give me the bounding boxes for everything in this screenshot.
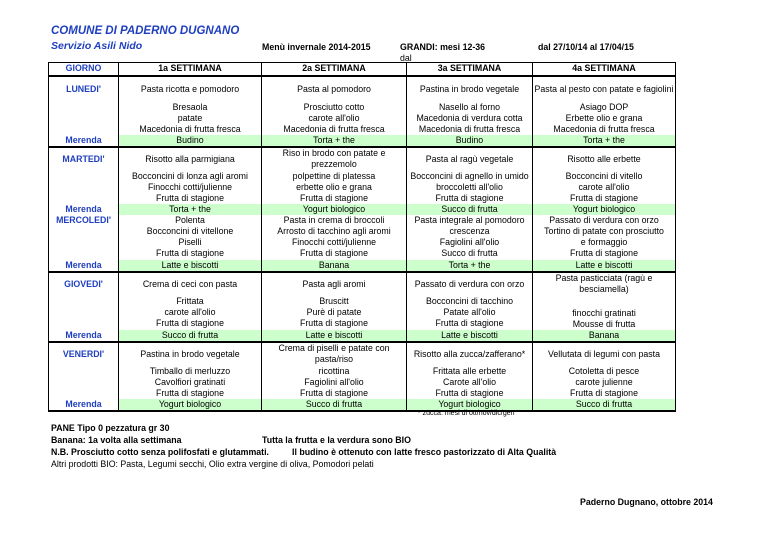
merenda-item: Succo di frutta [533,399,676,411]
merenda-item: Banana [262,260,407,272]
first-course: Pasta agli aromi [262,272,407,296]
second-course: Bocconcini di tacchino Patate all'olio Frutta di stagione [407,296,533,330]
day-lunedi: LUNEDI' [49,76,119,102]
second-course: Nasello al forno Macedonia di verdura cotta Macedonia di frutta fresca [407,102,533,135]
second-course: Bocconcini di vitello carote all'olio Frutta di stagione [533,171,676,204]
merenda-item: Latte e biscotti [262,330,407,342]
header-giorno: GIORNO [49,63,119,76]
first-course: Vellutata di legumi con pasta [533,342,676,366]
first-course: Pastina in brodo vegetale [407,76,533,102]
day-cell: Passato di verdura con orzo Tortino di patate con prosciutto e formaggio Frutta di stagione [533,215,676,260]
second-course: finocchi gratinati Mousse di frutta [533,296,676,330]
note-budino: Il budino è ottenuto con latte fresco pastorizzato di Alta Qualità [292,447,557,457]
second-course: polpettine di platessa erbette olio e grana Frutta di stagione [262,171,407,204]
header-week-3: 3a SETTIMANA [407,63,533,76]
note-banana: Banana: 1a volta alla settimana [51,435,182,445]
header-week-2: 2a SETTIMANA [262,63,407,76]
day-martedi: MARTEDI' [49,147,119,171]
merenda-item: Latte e biscotti [119,260,262,272]
menu-title: Menù invernale 2014-2015 [262,42,371,52]
second-course: Bruscitt Purè di patate Frutta di stagione [262,296,407,330]
first-course: Risotto alle erbette [533,147,676,171]
merenda-item: Torta + the [533,135,676,147]
first-course: Pasta pasticciata (ragù e besciamella) [533,272,676,296]
second-course: ricottina Fagiolini all'olio Frutta di stagione [262,366,407,399]
merenda-item: Yogurt biologico [407,399,533,411]
first-course: Pastina in brodo vegetale [119,342,262,366]
day-mercoledi: MERCOLEDI' [49,215,119,260]
merenda-item: Latte e biscotti [533,260,676,272]
first-course: Riso in brodo con patate e prezzemolo [262,147,407,171]
second-course: Bocconcini di agnello in umido broccoletti all'olio Frutta di stagione [407,171,533,204]
second-course: Frittata carote all'olio Frutta di stagione [119,296,262,330]
merenda-label: Merenda [49,399,119,411]
merenda-item: Torta + the [119,204,262,215]
first-course: Pasta ricotta e pomodoro [119,76,262,102]
second-course: Frittata alle erbette Carote all'olio Frutta di stagione [407,366,533,399]
second-course: Bresaola patate Macedonia di frutta fresca [119,102,262,135]
first-course: Crema di piselli e patate con pasta/riso [262,342,407,366]
merenda-item: Yogurt biologico [119,399,262,411]
merenda-label: Merenda [49,330,119,342]
day-cell: Pasta in crema di broccoli Arrosto di tacchino agli aromi Finocchi cotti/julienne Frutta di stagione [262,215,407,260]
merenda-item: Torta + the [262,135,407,147]
second-course: Prosciutto cotto carote all'olio Macedonia di frutta fresca [262,102,407,135]
second-course: Bocconcini di lonza agli aromi Finocchi cotti/julienne Frutta di stagione [119,171,262,204]
merenda-item: Yogurt biologico [262,204,407,215]
first-course: Pasta al pesto con patate e fagiolini [533,76,676,102]
menu-table [48,62,676,412]
header-week-1: 1a SETTIMANA [119,63,262,76]
day-cell: Pasta integrale al pomodoro crescenza Fagiolini all'olio Succo di frutta [407,215,533,260]
first-course: Crema di ceci con pasta [119,272,262,296]
footnote: * zucca: mesi di ott/nov/dic/gen [418,410,515,417]
second-course: Timballo di merluzzo Cavolfiori gratinati Frutta di stagione [119,366,262,399]
note-bio: Tutta la frutta e la verdura sono BIO [262,435,411,445]
merenda-item: Budino [407,135,533,147]
first-course: Pasta al pomodoro [262,76,407,102]
dal-label: dal [400,53,412,63]
second-course: Cotoletta di pesce carote julienne Frutta di stagione [533,366,676,399]
day-cell: Polenta Bocconcini di vitellone Piselli Frutta di stagione [119,215,262,260]
note-prosciutto: N.B. Prosciutto cotto senza polifosfati e glutammati. [51,447,269,457]
merenda-item: Budino [119,135,262,147]
merenda-label: Merenda [49,260,119,272]
merenda-item: Yogurt biologico [533,204,676,215]
merenda-item: Succo di frutta [119,330,262,342]
merenda-item: Succo di frutta [407,204,533,215]
first-course: Risotto alla parmigiana [119,147,262,171]
servizio-subtitle: Servizio Asili Nido [51,40,143,52]
merenda-item: Banana [533,330,676,342]
comune-title: COMUNE DI PADERNO DUGNANO [51,25,240,37]
merenda-label: Merenda [49,135,119,147]
note-pane: PANE Tipo 0 pezzatura gr 30 [51,423,170,433]
day-venerdi: VENERDI' [49,342,119,366]
first-course: Passato di verdura con orzo [407,272,533,296]
note-altri-bio: Altri prodotti BIO: Pasta, Legumi secchi, Olio extra vergine di oliva, Pomodori pelati [51,459,374,469]
period-label: dal 27/10/14 al 17/04/15 [538,42,634,52]
day-giovedi: GIOVEDI' [49,272,119,296]
second-course: Asiago DOP Erbette olio e grana Macedonia di frutta fresca [533,102,676,135]
signature-date: Paderno Dugnano, ottobre 2014 [580,497,713,507]
merenda-item: Succo di frutta [262,399,407,411]
first-course: Risotto alla zucca/zafferano* [407,342,533,366]
age-range: GRANDI: mesi 12-36 [400,42,486,52]
merenda-item: Latte e biscotti [407,330,533,342]
first-course: Pasta al ragù vegetale [407,147,533,171]
merenda-item: Torta + the [407,260,533,272]
header-week-4: 4a SETTIMANA [533,63,676,76]
merenda-label: Merenda [49,204,119,215]
